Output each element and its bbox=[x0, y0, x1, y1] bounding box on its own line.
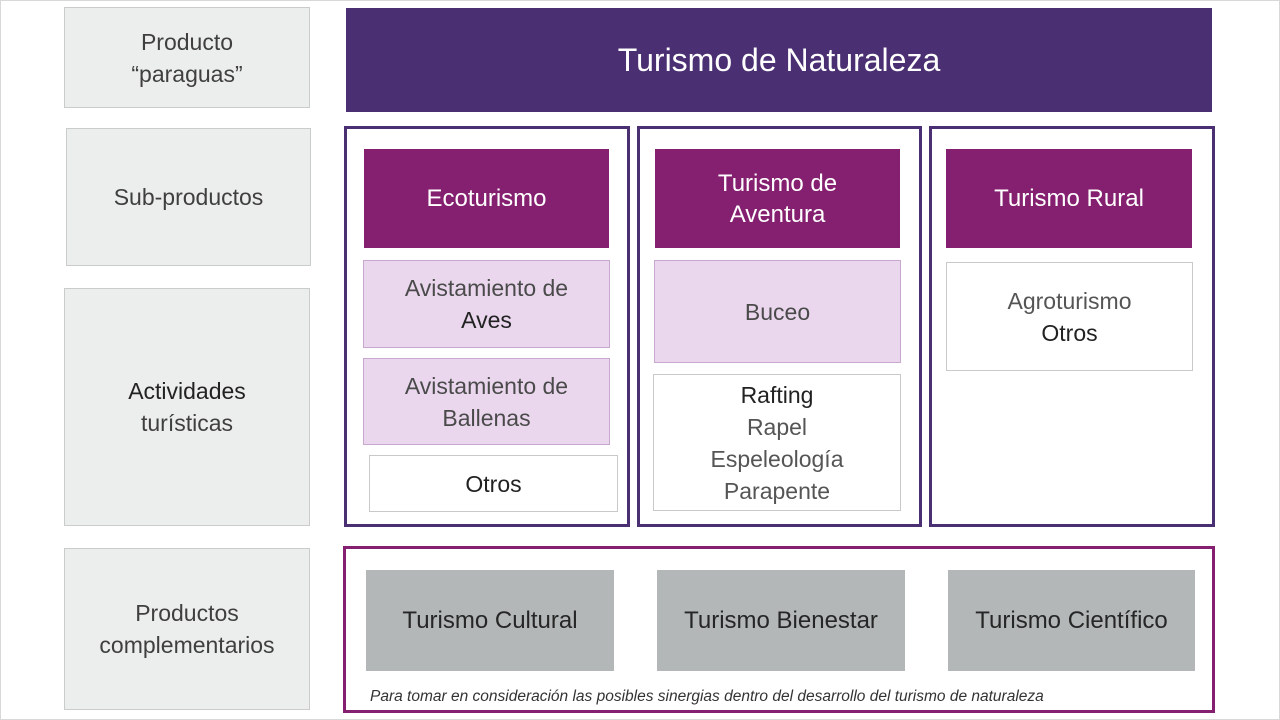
activity-line: Espeleología bbox=[710, 445, 844, 472]
umbrella-product bbox=[346, 8, 1212, 112]
row-label-subproducts-text: Sub-productos bbox=[113, 184, 264, 210]
complementary-turismo-cultural bbox=[366, 570, 614, 671]
activity-line: Otros bbox=[465, 470, 522, 497]
complementary-label: Turismo Científico bbox=[975, 606, 1168, 634]
complementary-label: Turismo Cultural bbox=[402, 606, 578, 634]
activity-otros-ecoturismo bbox=[369, 455, 618, 512]
activity-line: Ballenas bbox=[442, 404, 531, 431]
activity-buceo bbox=[654, 260, 901, 363]
activity-line: Agroturismo bbox=[1007, 287, 1132, 314]
activity-line: Avistamiento de bbox=[404, 372, 569, 399]
complementary-turismo-cientifico bbox=[948, 570, 1195, 671]
activity-line: Aves bbox=[461, 307, 512, 333]
umbrella-product-title: Turismo de Naturaleza bbox=[617, 41, 941, 78]
row-label-complementary bbox=[64, 548, 310, 710]
synergy-footnote: Para tomar en consideración las posibles sinergias dentro del desarrollo del turismo de naturaleza bbox=[370, 688, 1044, 705]
row-label-umbrella bbox=[64, 7, 310, 108]
activity-avistamiento-aves bbox=[363, 260, 610, 348]
subproduct-aventura-line2: Aventura bbox=[729, 200, 826, 228]
row-label-complementary-line1: Productos bbox=[135, 600, 239, 626]
complementary-turismo-bienestar bbox=[657, 570, 905, 671]
row-label-activities bbox=[64, 288, 310, 526]
row-label-complementary-line2: complementarios bbox=[99, 632, 275, 658]
row-label-activities-line2: turísticas bbox=[140, 410, 234, 436]
row-label-subproducts bbox=[66, 128, 311, 266]
activity-line: Rafting bbox=[740, 381, 814, 408]
subproduct-turismo-rural bbox=[946, 149, 1192, 248]
subproduct-ecoturismo-label: Ecoturismo bbox=[426, 185, 547, 212]
activity-line: Rapel bbox=[746, 413, 808, 440]
row-label-activities-line1: Actividades bbox=[128, 378, 246, 404]
activity-line: Parapente bbox=[723, 477, 831, 504]
activity-line: Buceo bbox=[744, 298, 811, 325]
activity-agroturismo bbox=[946, 262, 1193, 371]
subproduct-aventura-line1: Turismo de bbox=[717, 169, 838, 197]
activity-line: Otros bbox=[1041, 319, 1098, 346]
activity-aventura-list bbox=[653, 374, 901, 511]
subproduct-ecoturismo bbox=[364, 149, 609, 248]
row-label-umbrella-line1: Producto bbox=[140, 28, 234, 55]
row-label-umbrella-line2: “paraguas” bbox=[131, 60, 243, 87]
subproduct-rural-label: Turismo Rural bbox=[994, 185, 1144, 212]
activity-line: Avistamiento de bbox=[404, 275, 569, 301]
subproduct-turismo-aventura bbox=[655, 149, 900, 248]
complementary-label: Turismo Bienestar bbox=[684, 606, 878, 634]
activity-avistamiento-ballenas bbox=[363, 358, 610, 445]
